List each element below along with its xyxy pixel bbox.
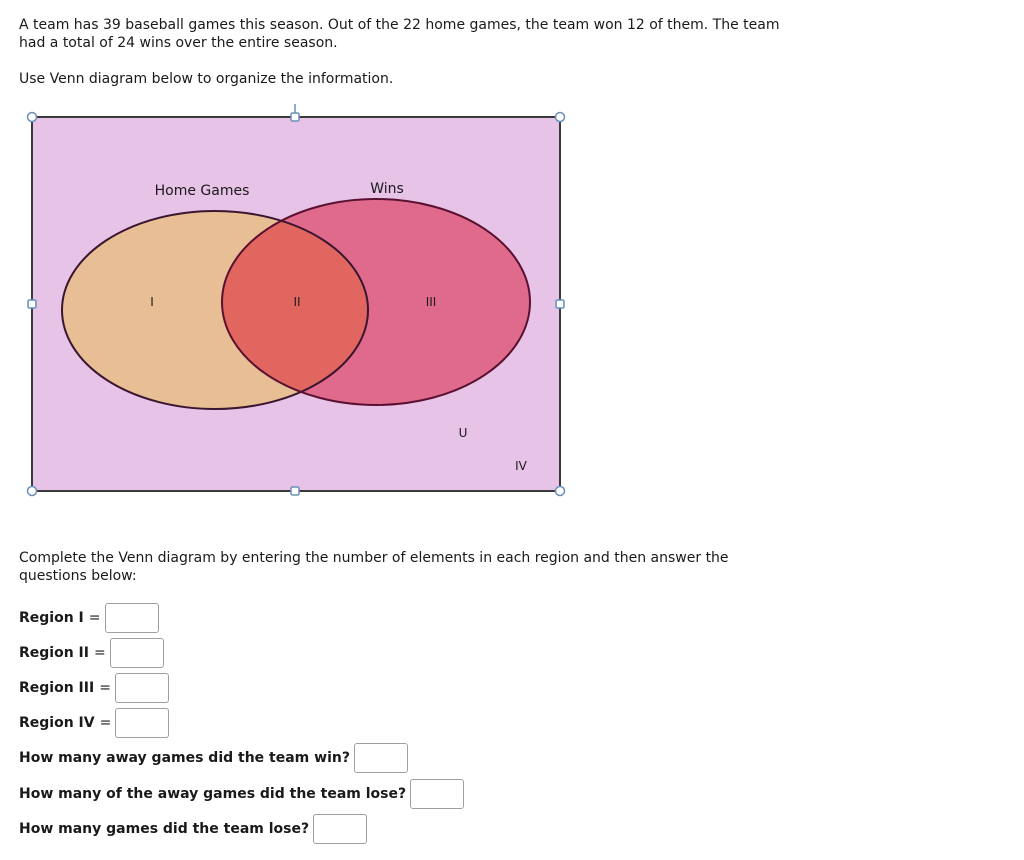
equals-sign: = — [93, 645, 106, 661]
resize-handle-bottom-left[interactable] — [28, 487, 37, 496]
instruction-text: Use Venn diagram below to organize the information. — [19, 71, 394, 87]
resize-handle-left[interactable] — [28, 300, 36, 308]
home-games-label: Home Games — [154, 183, 250, 199]
resize-handle-bottom-right[interactable] — [556, 487, 565, 496]
question-3-row — [19, 812, 367, 846]
region-4-label: IV — [515, 459, 527, 473]
equals-sign: = — [99, 680, 111, 696]
question-1-row — [19, 741, 408, 775]
region-4-row-label: Region IV — [19, 715, 95, 731]
region-3-row-label: Region III — [19, 680, 95, 696]
question-2-row — [19, 777, 464, 811]
venn-diagram — [0, 100, 580, 500]
region-3-input[interactable] — [115, 673, 169, 703]
region-1-input[interactable] — [105, 603, 159, 633]
region-4-input[interactable] — [115, 708, 169, 738]
region-1-row-label: Region I — [19, 610, 84, 626]
equals-sign: = — [99, 715, 112, 731]
question-3-label: How many games did the team lose? — [19, 821, 310, 837]
wins-label: Wins — [370, 181, 404, 197]
equals-sign: = — [88, 610, 101, 626]
resize-handle-top-left[interactable] — [28, 113, 37, 122]
region-2-row-label: Region II — [19, 645, 89, 661]
region-1-label: I — [150, 295, 154, 309]
resize-handle-bottom[interactable] — [291, 487, 299, 495]
away-wins-input[interactable] — [354, 743, 408, 773]
problem-text: A team has 39 baseball games this season. Out of the 22 home games, the team won 12 of them. The team had a total of 24 wins over the entire season. — [19, 17, 780, 51]
question-1-label: How many away games did the team win? — [19, 750, 350, 766]
total-losses-input[interactable] — [313, 814, 367, 844]
region-2-label: II — [293, 295, 301, 309]
region-2-input[interactable] — [110, 638, 164, 668]
region-3-label: III — [425, 295, 437, 309]
universe-label: U — [458, 426, 468, 440]
region-2-row — [19, 636, 164, 670]
away-losses-input[interactable] — [410, 779, 464, 809]
region-3-row — [19, 671, 169, 705]
resize-handle-top-right[interactable] — [556, 113, 565, 122]
resize-handle-right[interactable] — [556, 300, 564, 308]
region-4-row — [19, 706, 169, 740]
resize-handle-top[interactable] — [291, 113, 299, 121]
complete-instruction-text: Complete the Venn diagram by entering the number of elements in each region and then answer the questions below: — [19, 550, 729, 584]
region-1-row — [19, 601, 159, 635]
question-2-label: How many of the away games did the team lose? — [19, 786, 407, 802]
